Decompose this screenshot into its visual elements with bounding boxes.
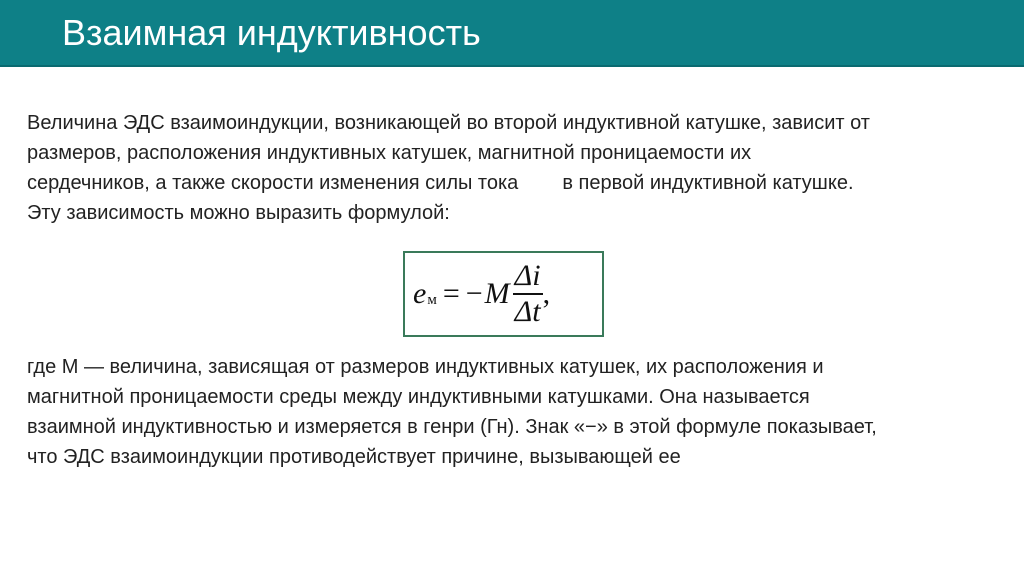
text-line-with-gap (27, 168, 870, 198)
text-line: где M — величина, зависящая от размеров индуктивных катушек, их расположения и (27, 356, 824, 378)
mutual-induction-formula (413, 253, 550, 335)
fraction-numerator: Δi (514, 259, 541, 292)
text-line: взаимной индуктивностью и измеряется в генри (Гн). Знак «−» в этой формуле показывает, (27, 416, 877, 438)
text-line: Величина ЭДС взаимоиндукции, возникающей во второй индуктивной катушке, зависит от (27, 112, 870, 134)
text-segment: в первой индуктивной катушке. (562, 172, 854, 194)
emf-subscript: м (427, 291, 437, 308)
text-line: магнитной проницаемости среды между индуктивными катушками. Она называется (27, 386, 810, 408)
text-line: Эту зависимость можно выразить формулой: (27, 202, 450, 224)
fraction-denominator: Δt (514, 295, 541, 328)
minus-sign: − (465, 277, 483, 310)
emf-symbol: e (413, 277, 427, 310)
formula-comma: , (542, 277, 551, 310)
slide-title: Взаимная индуктивность (62, 12, 481, 53)
formula-box (403, 251, 604, 337)
title-bar (0, 0, 1024, 67)
intro-paragraph (27, 108, 870, 228)
mutual-inductance-symbol: M (484, 277, 510, 310)
explanation-paragraph (27, 352, 877, 472)
fraction (513, 259, 543, 329)
text-line: размеров, расположения индуктивных катушек, магнитной проницаемости их (27, 142, 752, 164)
text-line: что ЭДС взаимоиндукции противодействует причине, вызывающей ее (27, 446, 681, 468)
equals-sign: = (442, 277, 460, 310)
text-segment: сердечников, а также скорости изменения силы тока (27, 172, 519, 194)
